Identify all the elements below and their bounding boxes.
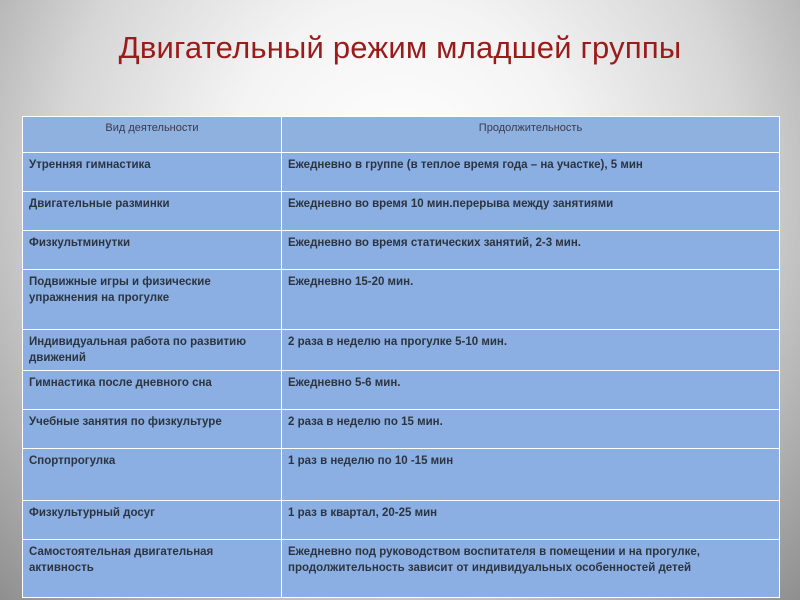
activity-cell: Утренняя гимнастика [23, 153, 282, 192]
duration-cell: Ежедневно во время 10 мин.перерыва между занятиями [282, 192, 780, 231]
duration-cell: Ежедневно в группе (в теплое время года – на участке), 5 мин [282, 153, 780, 192]
table-row [23, 449, 780, 501]
duration-cell: 1 раз в неделю по 10 -15 мин [282, 449, 780, 501]
table-row [23, 270, 780, 330]
table-row [23, 231, 780, 270]
duration-cell: 1 раз в квартал, 20-25 мин [282, 501, 780, 540]
header-activity-type: Вид деятельности [23, 117, 282, 153]
table-row [23, 371, 780, 410]
table-row [23, 330, 780, 371]
activity-cell: Гимнастика после дневного сна [23, 371, 282, 410]
duration-cell: 2 раза в неделю на прогулке 5-10 мин. [282, 330, 780, 371]
table-row [23, 540, 780, 598]
activity-cell: Индивидуальная работа по развитию движений [23, 330, 282, 371]
activity-cell: Физкультминутки [23, 231, 282, 270]
duration-cell: Ежедневно 15-20 мин. [282, 270, 780, 330]
header-duration: Продолжительность [282, 117, 780, 153]
slide-title: Двигательный режим младшей группы [118, 30, 682, 65]
activity-cell: Двигательные разминки [23, 192, 282, 231]
duration-cell: Ежедневно во время статических занятий, 2-3 мин. [282, 231, 780, 270]
activity-cell: Подвижные игры и физические упражнения на прогулке [23, 270, 282, 330]
table-row [23, 192, 780, 231]
table-row [23, 153, 780, 192]
table-header-row [23, 117, 780, 153]
activity-table [22, 116, 780, 598]
activity-cell: Спортпрогулка [23, 449, 282, 501]
activity-cell: Физкультурный досуг [23, 501, 282, 540]
activity-cell: Самостоятельная двигательная активность [23, 540, 282, 598]
table-row [23, 501, 780, 540]
activity-cell: Учебные занятия по физкультуре [23, 410, 282, 449]
duration-cell: Ежедневно под руководством воспитателя в помещении и на прогулке, продолжительность зависит от индивидуальных особенностей детей [282, 540, 780, 598]
duration-cell: 2 раза в неделю по 15 мин. [282, 410, 780, 449]
table-row [23, 410, 780, 449]
duration-cell: Ежедневно 5-6 мин. [282, 371, 780, 410]
